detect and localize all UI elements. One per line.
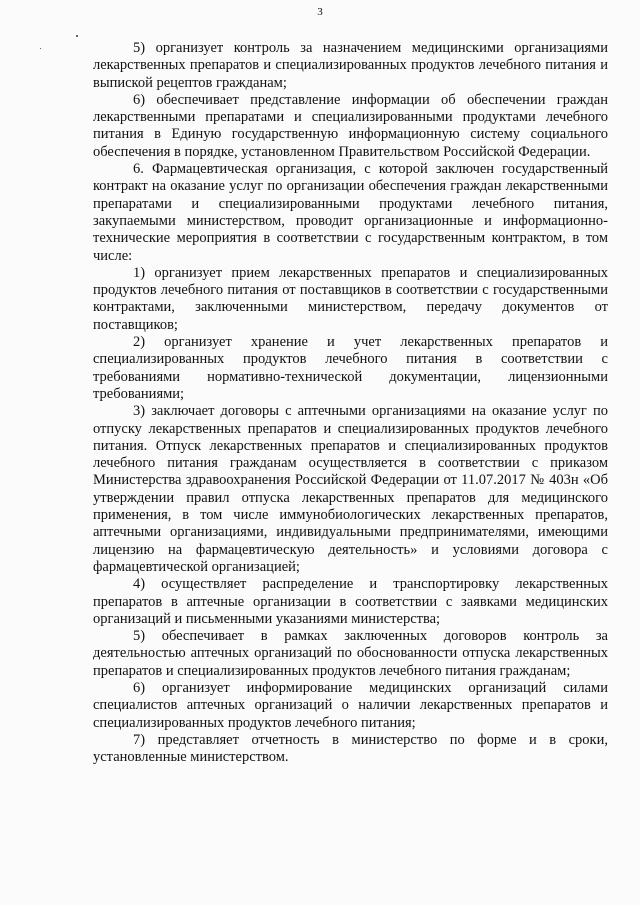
paragraph-subitem-3: 3) заключает договоры с аптечными организациями на оказание услуг по отпуску лекарственных препаратов и специализированных продуктов лечебного питания. Отпуск лекарственных препаратов и специализированных продуктов лечебного питания гражданам осуществляется в соответствии с приказом Министерства здравоохранения Российской Федерации от 11.07.2017 № 403н «Об утверждении правил отпуска лекарственных препаратов для медицинского применения, в том числе иммунобиологических лекарственных препаратов, аптечными организациями, индивидуальными предпринимателями, имеющими лицензию на фармацевтическую деятельность» и условиями договора с фармацевтической организацией; <box>93 403 608 575</box>
paragraph-subitem-7: 7) представляет отчетность в министерство по форме и в сроки, установленные министерством. <box>93 731 608 766</box>
page-number: 3 <box>317 6 323 18</box>
scan-speck <box>40 48 41 49</box>
paragraph-subitem-1: 1) организует прием лекарственных препаратов и специализированных продуктов лечебного питания от поставщиков в соответствии с государственными контрактами, заключенными министерством, передачу документов от поставщиков; <box>93 264 608 333</box>
paragraph-section-6: 6. Фармацевтическая организация, с которой заключен государственный контракт на оказание услуг по организации обеспечения граждан лекарственными препаратами и специализированными продуктами лечебного питания, закупаемыми министерством, проводит организационные и информационно-технические мероприятия в соответствии с государственным контрактом, в том числе: <box>93 161 608 264</box>
paragraph-item-6: 6) обеспечивает представление информации об обеспечении граждан лекарственными препаратами и специализированными продуктами лечебного питания в Единую государственную информационную систему социального обеспечения в порядке, установленном Правительством Российской Федерации. <box>93 91 608 160</box>
paragraph-subitem-2: 2) организует хранение и учет лекарственных препаратов и специализированных продуктов лечебного питания в соответствии с требованиями нормативно-технической документации, лицензионными требованиями; <box>93 334 608 402</box>
paragraph-subitem-6: 6) организует информирование медицинских организаций силами специалистов аптечных организаций о наличии лекарственных препаратов и специализированных продуктов лечебного питания; <box>93 679 608 731</box>
paragraph-item-5: 5) организует контроль за назначением медицинскими организациями лекарственных препаратов и специализированных продуктов лечебного питания и выпиской рецептов гражданам; <box>93 40 608 91</box>
document-body <box>93 40 608 766</box>
paragraph-subitem-5: 5) обеспечивает в рамках заключенных договоров контроль за деятельностью аптечных организаций по обоснованности отпуска лекарственных препаратов и специализированных продуктов лечебного питания гражданам; <box>93 628 608 679</box>
scan-speck <box>76 35 78 37</box>
paragraph-subitem-4: 4) осуществляет распределение и транспортировку лекарственных препаратов в аптечные организации в соответствии с заявками медицинских организаций и письменными указаниями министерства; <box>93 576 608 627</box>
